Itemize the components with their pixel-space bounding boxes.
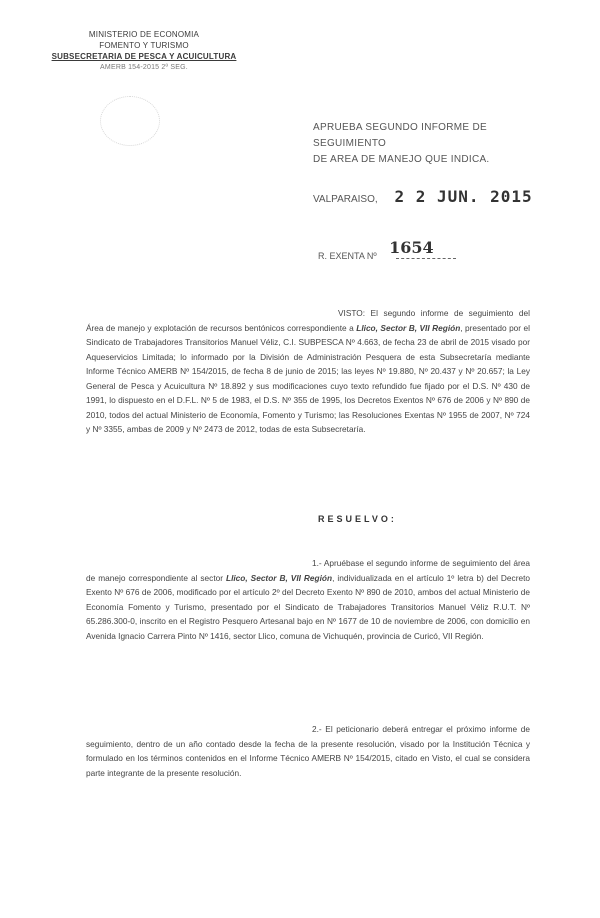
ministry-header	[44, 29, 244, 73]
resolution-subject	[313, 120, 553, 168]
visto-text-end: , presentado por el Sindicato de Trabajadores Transitorios Manuel Véliz, C.I. SUBPESCA Nº 4.663, de fecha 23 de abril de 2015 visado por Aqueservicios Limitada; lo informado por la División de Administración Pesquera de esta Subsecretaría mediante Informe Técnico AMERB Nº 154/2015, de fecha 8 de junio de 2015; las leyes Nº 19.880, Nº 20.437 y Nº 20.657; la Ley General de Pesca y Acuicultura Nº 18.892 y sus modificaciones cuyo texto refundido fue fijado por el D.S. Nº 430 de 1991, lo dispuesto en el D.F.L. Nº 5 de 1983, el D.S. Nº 355 de 1995, los Decretos Exentos Nº 676 de 2006 y Nº 890 de 2010, todos del actual Ministerio de Economía, Fomento y Turismo; las Resoluciones Exentas Nº 1955 de 2007, Nº 724 y Nº 3355, ambas de 2009 y Nº 2473 de 2012, todas de esta Subsecretaría.	[86, 322, 531, 434]
resolution-point-1	[86, 556, 530, 643]
subject-line-2: DE AREA DE MANEJO QUE INDICA.	[313, 154, 490, 165]
point-1-text-end: , individualizada en el artículo 1º letra b) del Decreto Exento Nº 676 de 2006, modificado por el artículo 2º del Decreto Exento Nº 890 de 2010, ambos del actual Ministerio de Economía Fomento y Turismo, presentado por el Sindicato de Trabajadores Transitorios Manuel Véliz R.U.T. Nº 65.286.300-0, inscrito en el Registro Pesquero Artesanal bajo en Nº 1677 de 10 de noviembre de 2006, con domicilio en Avenida Ignacio Carrera Pinto Nº 1416, sector Llico, comuna de Vichuquén, provincia de Curicó, VII Región.	[86, 572, 530, 641]
faded-seal	[100, 96, 160, 146]
point-1-text-start: 1.- Apruébase el segundo informe de seguimiento del área de manejo correspondiente al sector	[86, 558, 530, 583]
resolution-number: 1654	[389, 238, 434, 257]
reference-code: AMERB 154-2015 2º SEG.	[100, 64, 188, 71]
resolution-point-2: 2.- El peticionario deberá entregar el próximo informe de seguimiento, dentro de un año contado desde la fecha de la presente resolución, visado por la Institución Técnica y formulado en los términos contenidos en el Informe Técnico AMERB Nº 154/2015, citado en Visto, el cual se considera parte integrante de la presente resolución.	[86, 724, 530, 778]
subsecretaria-name: SUBSECRETARIA DE PESCA Y ACUICULTURA	[51, 52, 237, 61]
visto-paragraph	[86, 306, 530, 437]
visto-area-name: Llico, Sector B, VII Región	[356, 322, 461, 333]
visto-text-start: VISTO: El segundo informe de seguimiento del Área de manejo y explotación de recursos bentónicos correspondiente a	[86, 308, 530, 333]
point-1-area-name: Llico, Sector B, VII Región	[226, 572, 333, 583]
ministry-name: MINISTERIO DE ECONOMIA	[88, 30, 200, 39]
resolution-number-line	[318, 238, 456, 263]
resolution-label: R. EXENTA Nº	[318, 251, 377, 261]
ministry-subname: FOMENTO Y TURISMO	[99, 41, 189, 50]
number-underline	[396, 258, 456, 259]
date-line	[313, 187, 533, 206]
city-label: VALPARAISO,	[313, 194, 378, 205]
subject-line-1: APRUEBA SEGUNDO INFORME DE SEGUIMIENTO	[313, 122, 487, 149]
resuelvo-heading: RESUELVO:	[318, 514, 397, 524]
date-stamp: 2 2 JUN. 2015	[394, 187, 533, 206]
